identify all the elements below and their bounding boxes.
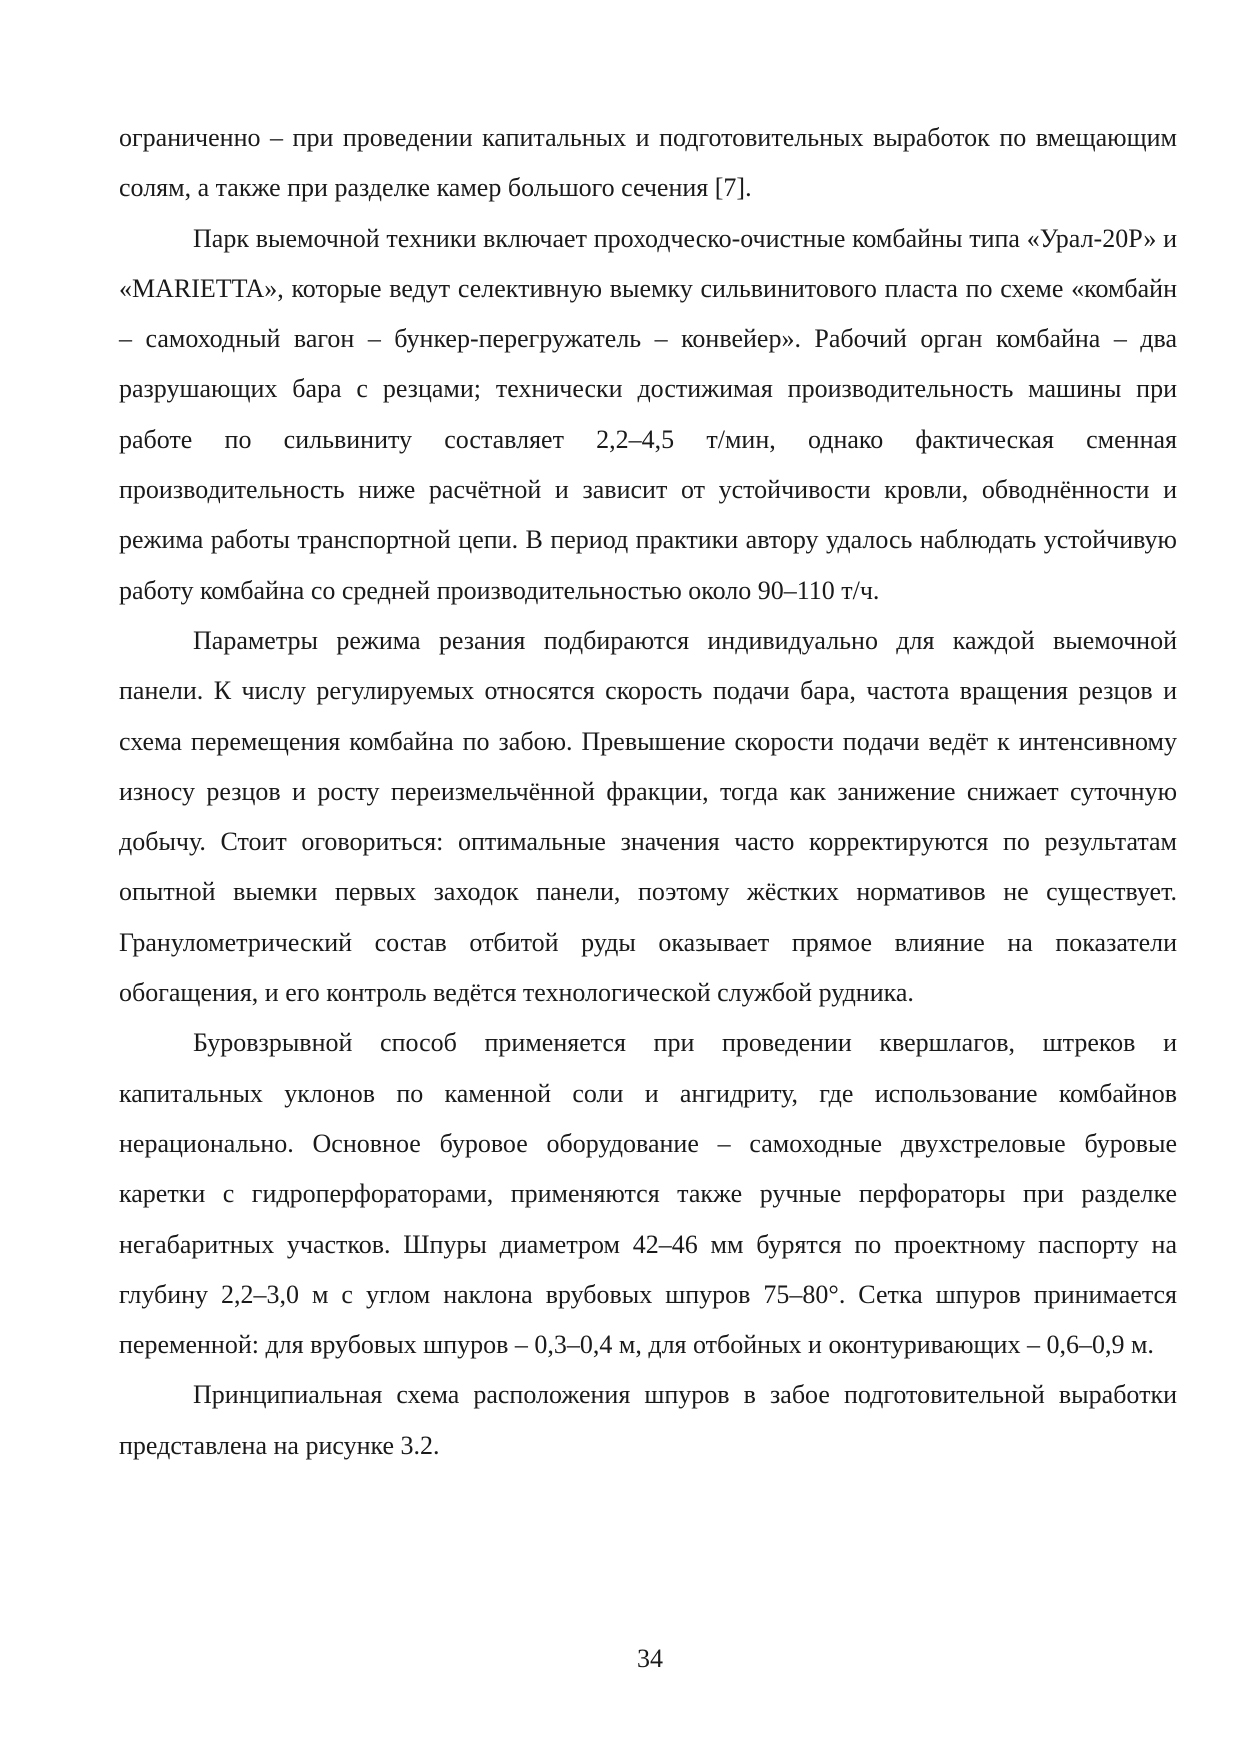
page-number: 34	[637, 1644, 663, 1673]
paragraph-2: Парк выемочной техники включает проходческо-очистные комбайны типа «Урал-20Р» и «MARIETTA», которые ведут селективную выемку сильвинитового пласта по схеме «комбайн – самоходный вагон – бункер-перегружатель – конвейер». Рабочий орган комбайна – два разрушающих бара с резцами; технически достижимая производительность машины при работе по сильвиниту составляет 2,2–4,5 т/мин, однако фактическая сменная производительность ниже расчётной и зависит от устойчивости кровли, обводнённости и режима работы транспортной цепи. В период практики автору удалось наблюдать устойчивую работу комбайна со средней производительностью около 90–110 т/ч.	[119, 223, 1177, 605]
paragraph-1: ограниченно – при проведении капитальных и подготовительных выработок по вмещающим солям, а также при разделке камер большого сечения [7].	[119, 123, 1177, 203]
paragraph-3: Параметры режима резания подбираются индивидуально для каждой выемочной панели. К числу регулируемых относятся скорость подачи бара, частота вращения резцов и схема перемещения комбайна по забою. Превышение скорости подачи ведёт к интенсивному износу резцов и росту переизмельчённой фракции, тогда как занижение снижает суточную добычу. Стоит оговориться: оптимальные значения часто корректируются по результатам опытной выемки первых заходок панели, поэтому жёстких нормативов не существует. Гранулометрический состав отбитой руды оказывает прямое влияние на показатели обогащения, и его контроль ведётся технологической службой рудника.	[119, 625, 1177, 1008]
paragraph-4: Буровзрывной способ применяется при проведении квершлагов, штреков и капитальных уклонов по каменной соли и ангидриту, где использование комбайнов нерационально. Основное буровое оборудование – самоходные двухстреловые буровые каретки с гидроперфораторами, применяются также ручные перфораторы при разделке негабаритных участков. Шпуры диаметром 42–46 мм бурятся по проектному паспорту на глубину 2,2–3,0 м с углом наклона врубовых шпуров 75–80°. Сетка шпуров принимается переменной: для врубовых шпуров – 0,3–0,4 м, для отбойных и оконтуривающих – 0,6–0,9 м.	[119, 1028, 1177, 1360]
paragraph-5: Принципиальная схема расположения шпуров в забое подготовительной выработки представлена на рисунке 3.2.	[119, 1380, 1177, 1460]
body-text	[119, 113, 1177, 1471]
